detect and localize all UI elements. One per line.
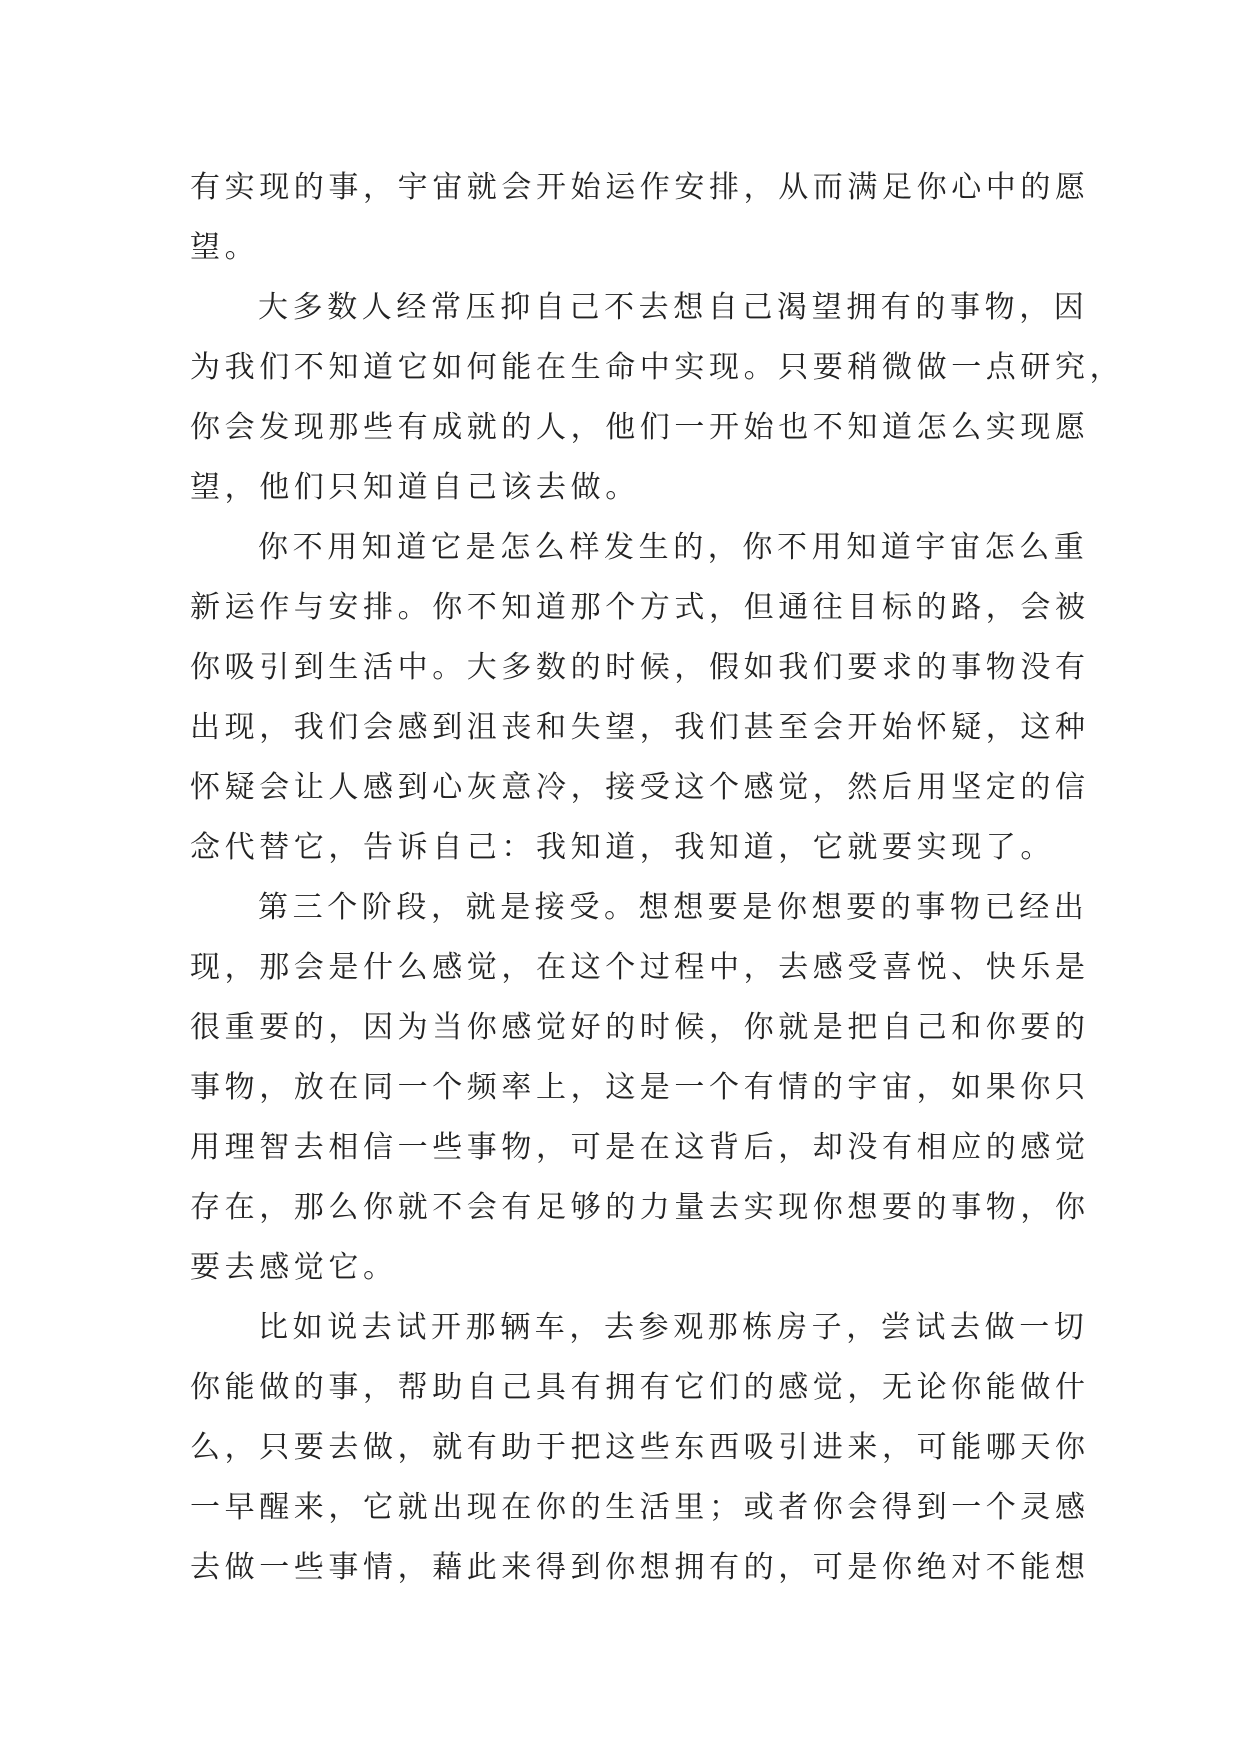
paragraph-2 [190, 278, 1125, 518]
text-line: 你能做的事，帮助自己具有拥有它们的感觉，无论你能做什 [190, 1370, 1090, 1405]
text-line: 望，他们只知道自己该去做。 [190, 470, 640, 505]
paragraph-4 [190, 878, 1090, 1298]
text-line: 望。 [190, 230, 260, 265]
text-line: 大多数人经常压抑自己不去想自己渴望拥有的事物，因 [258, 290, 1089, 325]
text-line: 现，那会是什么感觉，在这个过程中，去感受喜悦、快乐是 [190, 950, 1090, 985]
text-line: 要去感觉它。 [190, 1250, 398, 1285]
text-line: 你会发现那些有成就的人，他们一开始也不知道怎么实现愿 [190, 410, 1090, 445]
text-line: 你不用知道它是怎么样发生的，你不用知道宇宙怎么重 [258, 530, 1089, 565]
text-line: 你吸引到生活中。大多数的时候，假如我们要求的事物没有 [190, 650, 1090, 685]
text-line: 新运作与安排。你不知道那个方式，但通往目标的路，会被 [190, 590, 1090, 625]
text-line: 出现，我们会感到沮丧和失望，我们甚至会开始怀疑，这种 [190, 710, 1090, 745]
text-line: 用理智去相信一些事物，可是在这背后，却没有相应的感觉 [190, 1130, 1090, 1165]
text-line: 为我们不知道它如何能在生命中实现。只要稍微做一点研究， [190, 350, 1125, 385]
body-text [190, 158, 1125, 1598]
text-line: 第三个阶段，就是接受。想想要是你想要的事物已经出 [258, 890, 1089, 925]
text-line: 去做一些事情，藉此来得到你想拥有的，可是你绝对不能想 [190, 1550, 1090, 1585]
text-line: 念代替它，告诉自己：我知道，我知道，它就要实现了。 [190, 830, 1055, 865]
paragraph-3 [190, 518, 1090, 878]
paragraph-5 [190, 1298, 1090, 1598]
text-line: 比如说去试开那辆车，去参观那栋房子，尝试去做一切 [258, 1310, 1089, 1345]
text-line: 很重要的，因为当你感觉好的时候，你就是把自己和你要的 [190, 1010, 1090, 1045]
text-line: 一早醒来，它就出现在你的生活里；或者你会得到一个灵感 [190, 1490, 1090, 1525]
text-line: 事物，放在同一个频率上，这是一个有情的宇宙，如果你只 [190, 1070, 1090, 1105]
text-line: 有实现的事，宇宙就会开始运作安排，从而满足你心中的愿 [190, 170, 1090, 205]
text-line: 么，只要去做，就有助于把这些东西吸引进来，可能哪天你 [190, 1430, 1090, 1465]
paragraph-1 [190, 158, 1090, 278]
text-line: 怀疑会让人感到心灰意冷，接受这个感觉，然后用坚定的信 [190, 770, 1090, 805]
text-line: 存在，那么你就不会有足够的力量去实现你想要的事物，你 [190, 1190, 1090, 1225]
